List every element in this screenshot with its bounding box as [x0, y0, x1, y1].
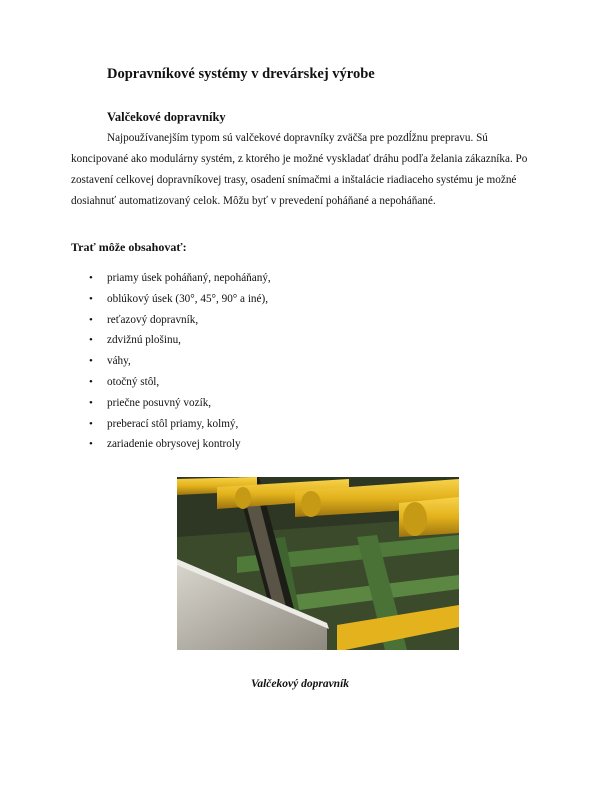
list-item-text: priečne posuvný vozík,	[107, 396, 212, 409]
body-paragraph: Najpoužívanejším typom sú valčekové dopravníky zväčša pre pozdĺžnu prepravu. Sú koncipované ako modulárny systém, z ktorého je možné vyskladať dráhu podľa želania zákazníka. Po zostavení celkovej dopravníkovej trasy, osadení snímačmi a inštalácie riadiaceho systému je možné dosiahnuť automatizovaný celok. Môžu byť v prevedení poháňané a nepoháňané.	[71, 132, 528, 207]
bullet-icon: •	[89, 438, 93, 451]
document-title: Dopravníkové systémy v drevárskej výrobe	[107, 66, 375, 82]
list-item-text: priamy úsek poháňaný, nepoháňaný,	[107, 272, 271, 284]
list-item	[89, 330, 271, 351]
list-item	[89, 393, 271, 414]
list-item	[89, 414, 271, 435]
list-item-text: reťazový dopravník,	[107, 313, 199, 326]
list-item	[89, 268, 271, 289]
list-item-text: preberací stôl priamy, kolmý,	[107, 417, 239, 430]
bullet-icon: •	[89, 375, 93, 388]
bullet-icon: •	[89, 334, 93, 347]
list-item	[89, 434, 271, 455]
feature-list	[89, 268, 271, 455]
list-item-text: zariadenie obrysovej kontroly	[107, 438, 241, 451]
bullet-icon: •	[89, 417, 93, 430]
bullet-icon: •	[89, 396, 93, 409]
list-item-text: váhy,	[107, 355, 131, 368]
bullet-icon: •	[89, 355, 93, 368]
list-item	[89, 289, 271, 310]
bullet-icon: •	[89, 292, 93, 305]
bullet-icon: •	[89, 313, 93, 326]
list-item	[89, 310, 271, 331]
list-item	[89, 351, 271, 372]
list-item	[89, 372, 271, 393]
roller-conveyor-photo	[177, 477, 459, 650]
list-item-text: oblúkový úsek (30°, 45°, 90° a iné),	[107, 292, 269, 305]
figure-caption: Valčekový dopravník	[250, 678, 350, 690]
list-item-text: zdvižnú plošinu,	[107, 334, 181, 347]
bullet-icon: •	[89, 272, 93, 284]
section-heading: Valčekové dopravníky	[107, 110, 226, 124]
list-heading: Trať môže obsahovať:	[71, 240, 187, 254]
list-item-text: otočný stôl,	[107, 375, 160, 388]
